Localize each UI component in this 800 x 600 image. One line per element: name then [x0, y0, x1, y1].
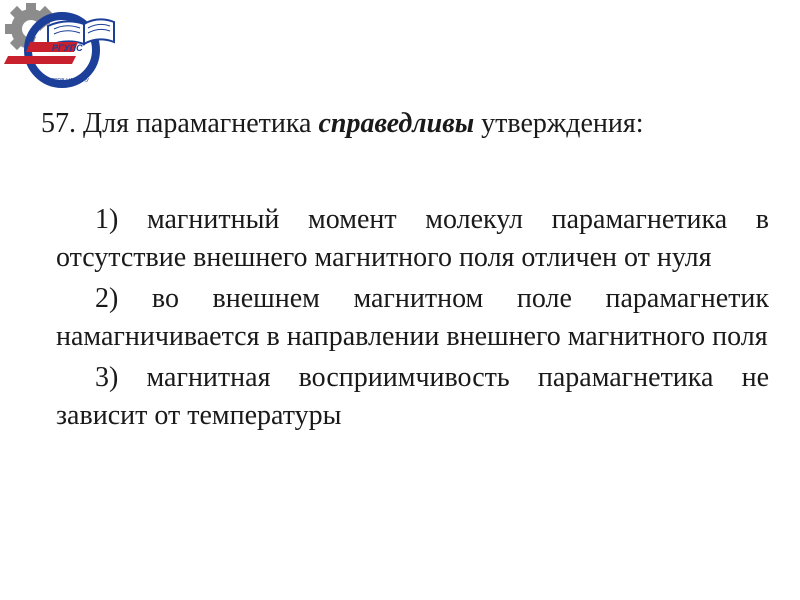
university-logo [4, 2, 116, 90]
question-text-after: утверждения: [481, 108, 644, 139]
statement-3: 3) магнитная восприимчивость парамагнетика не зависит от температуры [56, 362, 769, 431]
question-text-before: Для парамагнетика [83, 108, 312, 139]
svg-text:РОСТОВ-НА-ДОНУ: РОСТОВ-НА-ДОНУ [44, 78, 89, 84]
statement-2: 2) во внешнем магнитном поле парамагнетик намагничивается в направлении внешнего магнитного поля [56, 283, 769, 352]
statements-list [56, 201, 769, 438]
question-emphasis: справедливы [318, 108, 475, 139]
statement-1: 1) магнитный момент молекул парамагнетика в отсутствие внешнего магнитного поля отличен от нуля [56, 204, 769, 273]
question-title [41, 104, 644, 144]
question-number: 57. [41, 108, 76, 139]
svg-text:РГУПС: РГУПС [52, 43, 83, 53]
